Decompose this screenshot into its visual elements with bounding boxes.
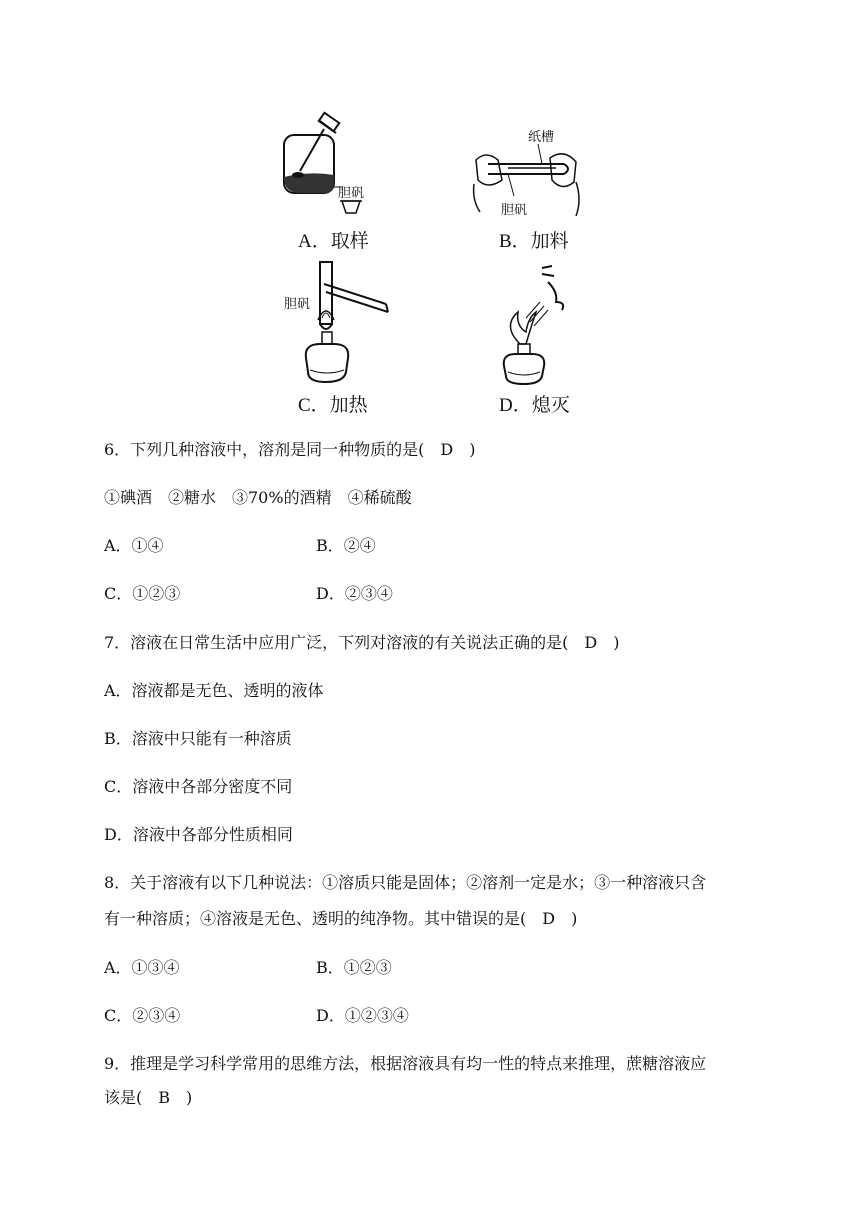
question-8-option-c: C．②③④ xyxy=(104,1006,181,1025)
figure-a-label: 胆矾 xyxy=(338,186,365,201)
question-8-option-d: D．①②③④ xyxy=(316,1006,409,1025)
figure-a-sampling xyxy=(270,115,390,225)
figure-b-caption: B．加料 xyxy=(499,231,569,252)
figure-b-label-alum: 胆矾 xyxy=(501,203,528,218)
question-7-option-c: C．溶液中各部分密度不同 xyxy=(104,777,293,796)
figure-d-extinguishing xyxy=(496,262,586,388)
question-7-option-a: A．溶液都是无色、透明的液体 xyxy=(104,681,324,700)
figure-c-label: 胆矾 xyxy=(284,297,311,312)
question-6-option-c: C．①②③ xyxy=(104,584,181,603)
question-6-option-b: B．②④ xyxy=(316,536,376,555)
question-7-stem: 7．溶液在日常生活中应用广泛，下列对溶液的有关说法正确的是( D ) xyxy=(104,633,620,652)
figure-b-label-trough: 纸槽 xyxy=(528,130,555,145)
reagent-bottle-spoon-drawing xyxy=(270,115,390,225)
question-8-option-b: B．①②③ xyxy=(316,958,392,977)
figure-d-caption: D．熄灭 xyxy=(499,395,570,416)
question-7-option-d: D．溶液中各部分性质相同 xyxy=(104,825,293,844)
question-6-items: ①碘酒 ②糖水 ③70%的酒精 ④稀硫酸 xyxy=(104,488,412,507)
question-8-stem-line-2: 有一种溶质；④溶液是无色、透明的纯净物。其中错误的是( D ) xyxy=(104,909,578,928)
question-8-stem-line-1: 8．关于溶液有以下几种说法：①溶质只能是固体；②溶剂一定是水；③一种溶液只含 xyxy=(104,873,707,892)
question-9-stem-line-2: 该是( B ) xyxy=(104,1088,193,1107)
question-9-stem-line-1: 9．推理是学习科学常用的思维方法，根据溶液具有均一性的特点来推理，蔗糖溶液应 xyxy=(104,1054,707,1073)
question-8-option-a: A．①③④ xyxy=(104,958,180,977)
test-tube-alcohol-lamp-heating-drawing xyxy=(290,258,400,388)
question-7-option-b: B．溶液中只能有一种溶质 xyxy=(104,729,292,748)
figure-c-caption: C．加热 xyxy=(298,395,368,416)
question-6-option-a: A．①④ xyxy=(104,536,164,555)
question-6-stem: 6．下列几种溶液中，溶剂是同一种物质的是( D ) xyxy=(104,440,476,459)
blowing-out-alcohol-lamp-drawing xyxy=(496,262,586,388)
question-6-option-d: D．②③④ xyxy=(316,584,393,603)
figure-c-heating xyxy=(290,258,400,388)
figure-a-caption: A．取样 xyxy=(298,231,369,252)
